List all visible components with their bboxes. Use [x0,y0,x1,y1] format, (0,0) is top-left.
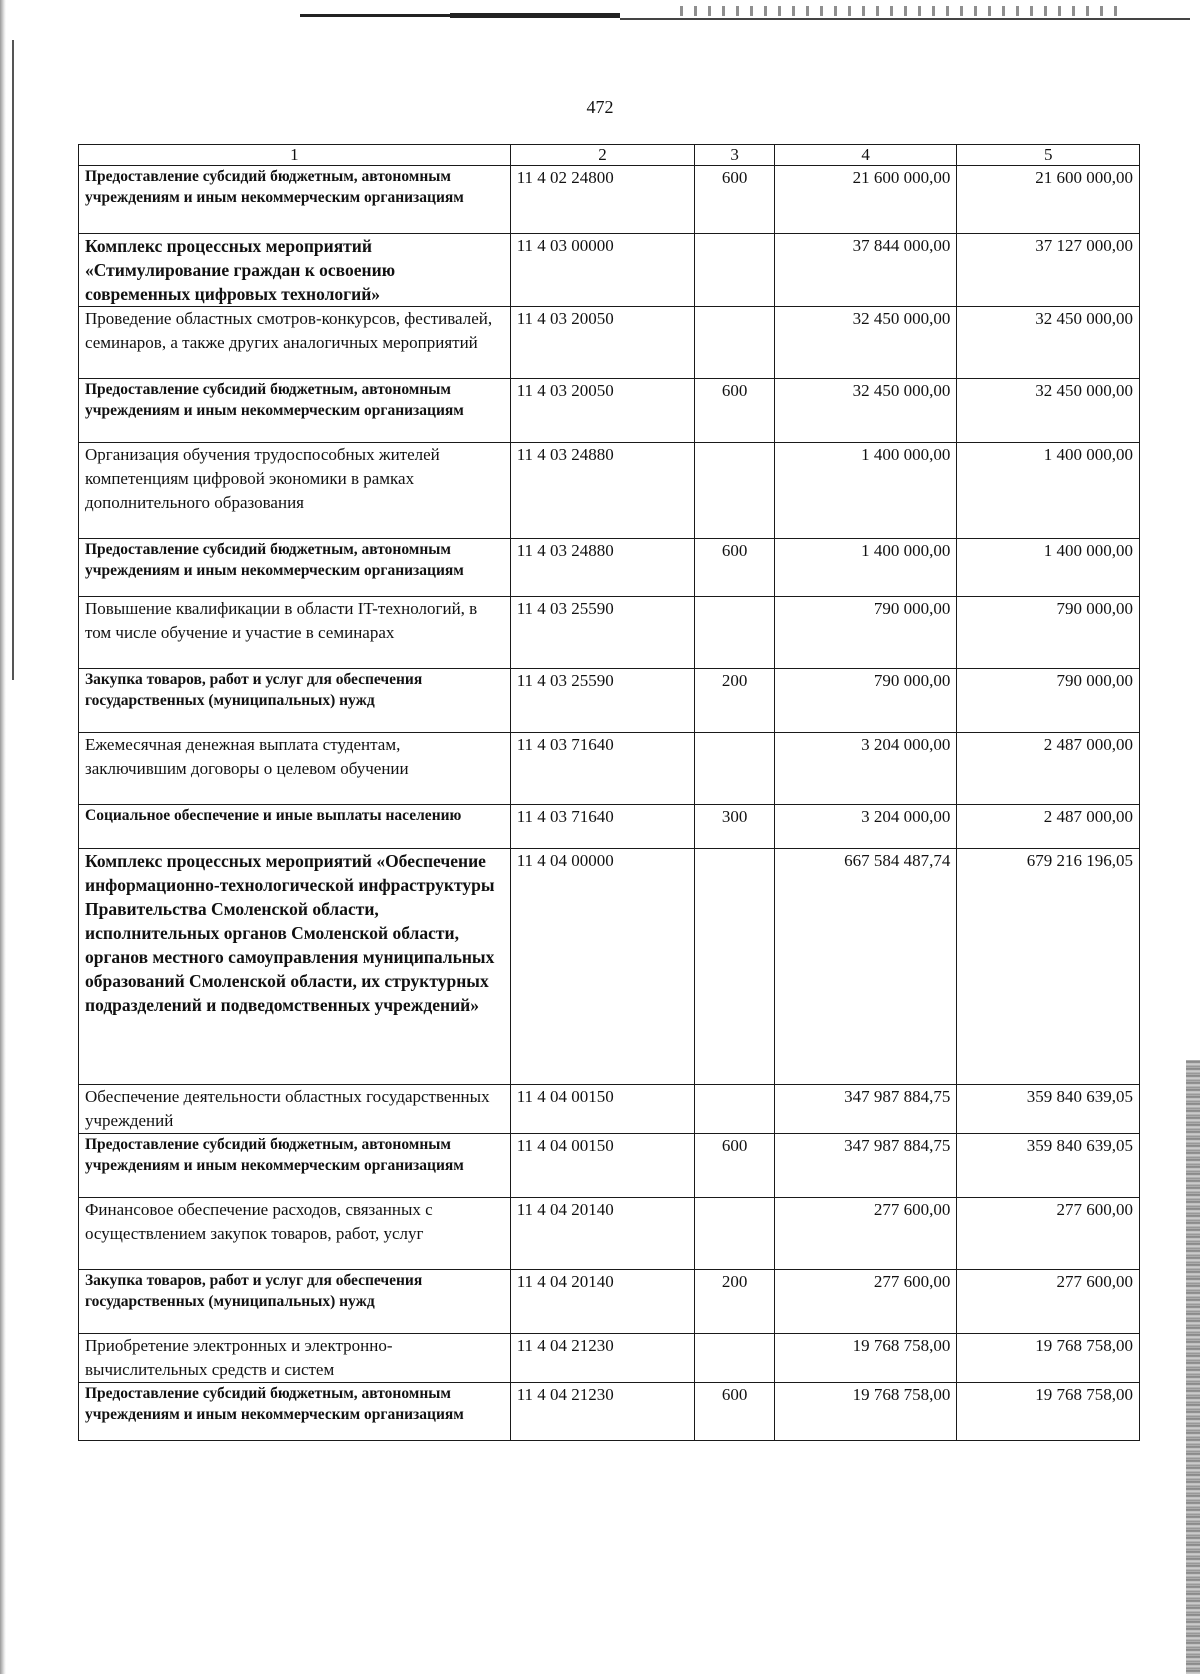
amount-cell: 19 768 758,00 [774,1334,957,1383]
table-row [79,1198,1140,1270]
scan-top-rule [450,13,620,18]
expense-name-cell: Закупка товаров, работ и услуг для обеспечения государственных (муниципальных) нужд [79,1270,511,1334]
page-number: 472 [586,97,614,117]
expense-name-cell: Предоставление субсидий бюджетным, автономным учреждениям и иным некоммерческим организациям [79,379,511,443]
table-row [79,733,1140,805]
amount-cell: 3 204 000,00 [774,805,957,849]
column-header: 4 [774,145,957,166]
amount-cell: 32 450 000,00 [957,307,1140,379]
target-code-cell: 11 4 03 71640 [510,805,695,849]
amount-cell: 347 987 884,75 [774,1085,957,1134]
table-row [79,307,1140,379]
budget-table [78,144,1140,1441]
table-row [79,669,1140,733]
amount-cell: 19 768 758,00 [957,1334,1140,1383]
expense-type-cell: 200 [695,669,774,733]
amount-cell: 679 216 196,05 [957,849,1140,1085]
column-header: 5 [957,145,1140,166]
amount-cell: 790 000,00 [957,669,1140,733]
amount-cell: 1 400 000,00 [774,539,957,597]
target-code-cell: 11 4 04 00150 [510,1134,695,1198]
target-code-cell: 11 4 03 20050 [510,307,695,379]
table-row [79,805,1140,849]
table-row [79,849,1140,1085]
amount-cell: 32 450 000,00 [957,379,1140,443]
expense-type-cell [695,1085,774,1134]
amount-cell: 790 000,00 [774,669,957,733]
table-row [79,234,1140,307]
amount-cell: 790 000,00 [774,597,957,669]
target-code-cell: 11 4 03 71640 [510,733,695,805]
amount-cell: 347 987 884,75 [774,1134,957,1198]
target-code-cell: 11 4 03 00000 [510,234,695,307]
table-row [79,539,1140,597]
target-code-cell: 11 4 03 25590 [510,597,695,669]
expense-name-cell: Предоставление субсидий бюджетным, автономным учреждениям и иным некоммерческим организациям [79,166,511,234]
column-header: 3 [695,145,774,166]
target-code-cell: 11 4 04 21230 [510,1334,695,1383]
amount-cell: 667 584 487,74 [774,849,957,1085]
expense-type-cell [695,443,774,539]
target-code-cell: 11 4 03 24880 [510,539,695,597]
expense-name-cell: Ежемесячная денежная выплата студентам, заключившим договоры о целевом обучении [79,733,511,805]
table-row [79,443,1140,539]
target-code-cell: 11 4 04 20140 [510,1270,695,1334]
scan-edge-right [1186,1060,1200,1674]
expense-name-cell: Финансовое обеспечение расходов, связанных с осуществлением закупок товаров, работ, услуг [79,1198,511,1270]
expense-name-cell: Организация обучения трудоспособных жителей компетенциям цифровой экономики в рамках дополнительного образования [79,443,511,539]
amount-cell: 359 840 639,05 [957,1134,1140,1198]
table-row [79,1334,1140,1383]
expense-type-cell [695,1198,774,1270]
expense-type-cell: 600 [695,1383,774,1441]
amount-cell: 2 487 000,00 [957,805,1140,849]
amount-cell: 790 000,00 [957,597,1140,669]
expense-name-cell: Предоставление субсидий бюджетным, автономным учреждениям и иным некоммерческим организациям [79,1134,511,1198]
amount-cell: 1 400 000,00 [957,443,1140,539]
target-code-cell: 11 4 03 24880 [510,443,695,539]
amount-cell: 277 600,00 [957,1270,1140,1334]
amount-cell: 19 768 758,00 [957,1383,1140,1441]
expense-type-cell [695,234,774,307]
table-row [79,597,1140,669]
amount-cell: 21 600 000,00 [774,166,957,234]
amount-cell: 37 127 000,00 [957,234,1140,307]
expense-name-cell: Предоставление субсидий бюджетным, автономным учреждениям и иным некоммерческим организациям [79,539,511,597]
expense-name-cell: Предоставление субсидий бюджетным, автономным учреждениям и иным некоммерческим организациям [79,1383,511,1441]
scan-top-noise [680,6,1120,16]
table-row [79,1383,1140,1441]
amount-cell: 3 204 000,00 [774,733,957,805]
table-row [79,1270,1140,1334]
column-header: 1 [79,145,511,166]
table-row [79,1134,1140,1198]
expense-type-cell [695,597,774,669]
table-row [79,379,1140,443]
target-code-cell: 11 4 02 24800 [510,166,695,234]
amount-cell: 277 600,00 [957,1198,1140,1270]
amount-cell: 277 600,00 [774,1270,957,1334]
expense-type-cell [695,733,774,805]
target-code-cell: 11 4 04 00000 [510,849,695,1085]
amount-cell: 32 450 000,00 [774,379,957,443]
expense-name-cell: Приобретение электронных и электронно-вычислительных средств и систем [79,1334,511,1383]
target-code-cell: 11 4 03 25590 [510,669,695,733]
expense-type-cell: 600 [695,166,774,234]
expense-type-cell: 600 [695,379,774,443]
amount-cell: 1 400 000,00 [957,539,1140,597]
amount-cell: 21 600 000,00 [957,166,1140,234]
expense-type-cell: 600 [695,1134,774,1198]
scan-edge-left [0,0,6,1674]
table-row [79,166,1140,234]
expense-type-cell [695,849,774,1085]
scan-mark-left [12,40,14,680]
expense-type-cell: 200 [695,1270,774,1334]
table-body [79,166,1140,1441]
amount-cell: 32 450 000,00 [774,307,957,379]
amount-cell: 37 844 000,00 [774,234,957,307]
expense-type-cell [695,1334,774,1383]
target-code-cell: 11 4 04 00150 [510,1085,695,1134]
expense-type-cell [695,307,774,379]
expense-name-cell: Комплекс процессных мероприятий «Стимулирование граждан к освоению современных цифровых технологий» [79,234,511,307]
target-code-cell: 11 4 03 20050 [510,379,695,443]
expense-name-cell: Комплекс процессных мероприятий «Обеспечение информационно-технологической инфраструктуры Правительства Смоленской области, исполнительных органов Смоленской области, органов местного самоуправления муниципальных образований Смоленской области, их структурных подразделений и подведомственных учреждений» [79,849,511,1085]
column-header: 2 [510,145,695,166]
table-row [79,1085,1140,1134]
amount-cell: 277 600,00 [774,1198,957,1270]
target-code-cell: 11 4 04 20140 [510,1198,695,1270]
expense-type-cell: 300 [695,805,774,849]
expense-name-cell: Проведение областных смотров-конкурсов, фестивалей, семинаров, а также других аналогичных мероприятий [79,307,511,379]
header-row [79,145,1140,166]
expense-name-cell: Обеспечение деятельности областных государственных учреждений [79,1085,511,1134]
expense-name-cell: Социальное обеспечение и иные выплаты населению [79,805,511,849]
amount-cell: 359 840 639,05 [957,1085,1140,1134]
amount-cell: 1 400 000,00 [774,443,957,539]
expense-name-cell: Повышение квалификации в области IT-технологий, в том числе обучение и участие в семинарах [79,597,511,669]
amount-cell: 2 487 000,00 [957,733,1140,805]
target-code-cell: 11 4 04 21230 [510,1383,695,1441]
expense-type-cell: 600 [695,539,774,597]
expense-name-cell: Закупка товаров, работ и услуг для обеспечения государственных (муниципальных) нужд [79,669,511,733]
amount-cell: 19 768 758,00 [774,1383,957,1441]
scan-top-rule [620,18,1190,20]
